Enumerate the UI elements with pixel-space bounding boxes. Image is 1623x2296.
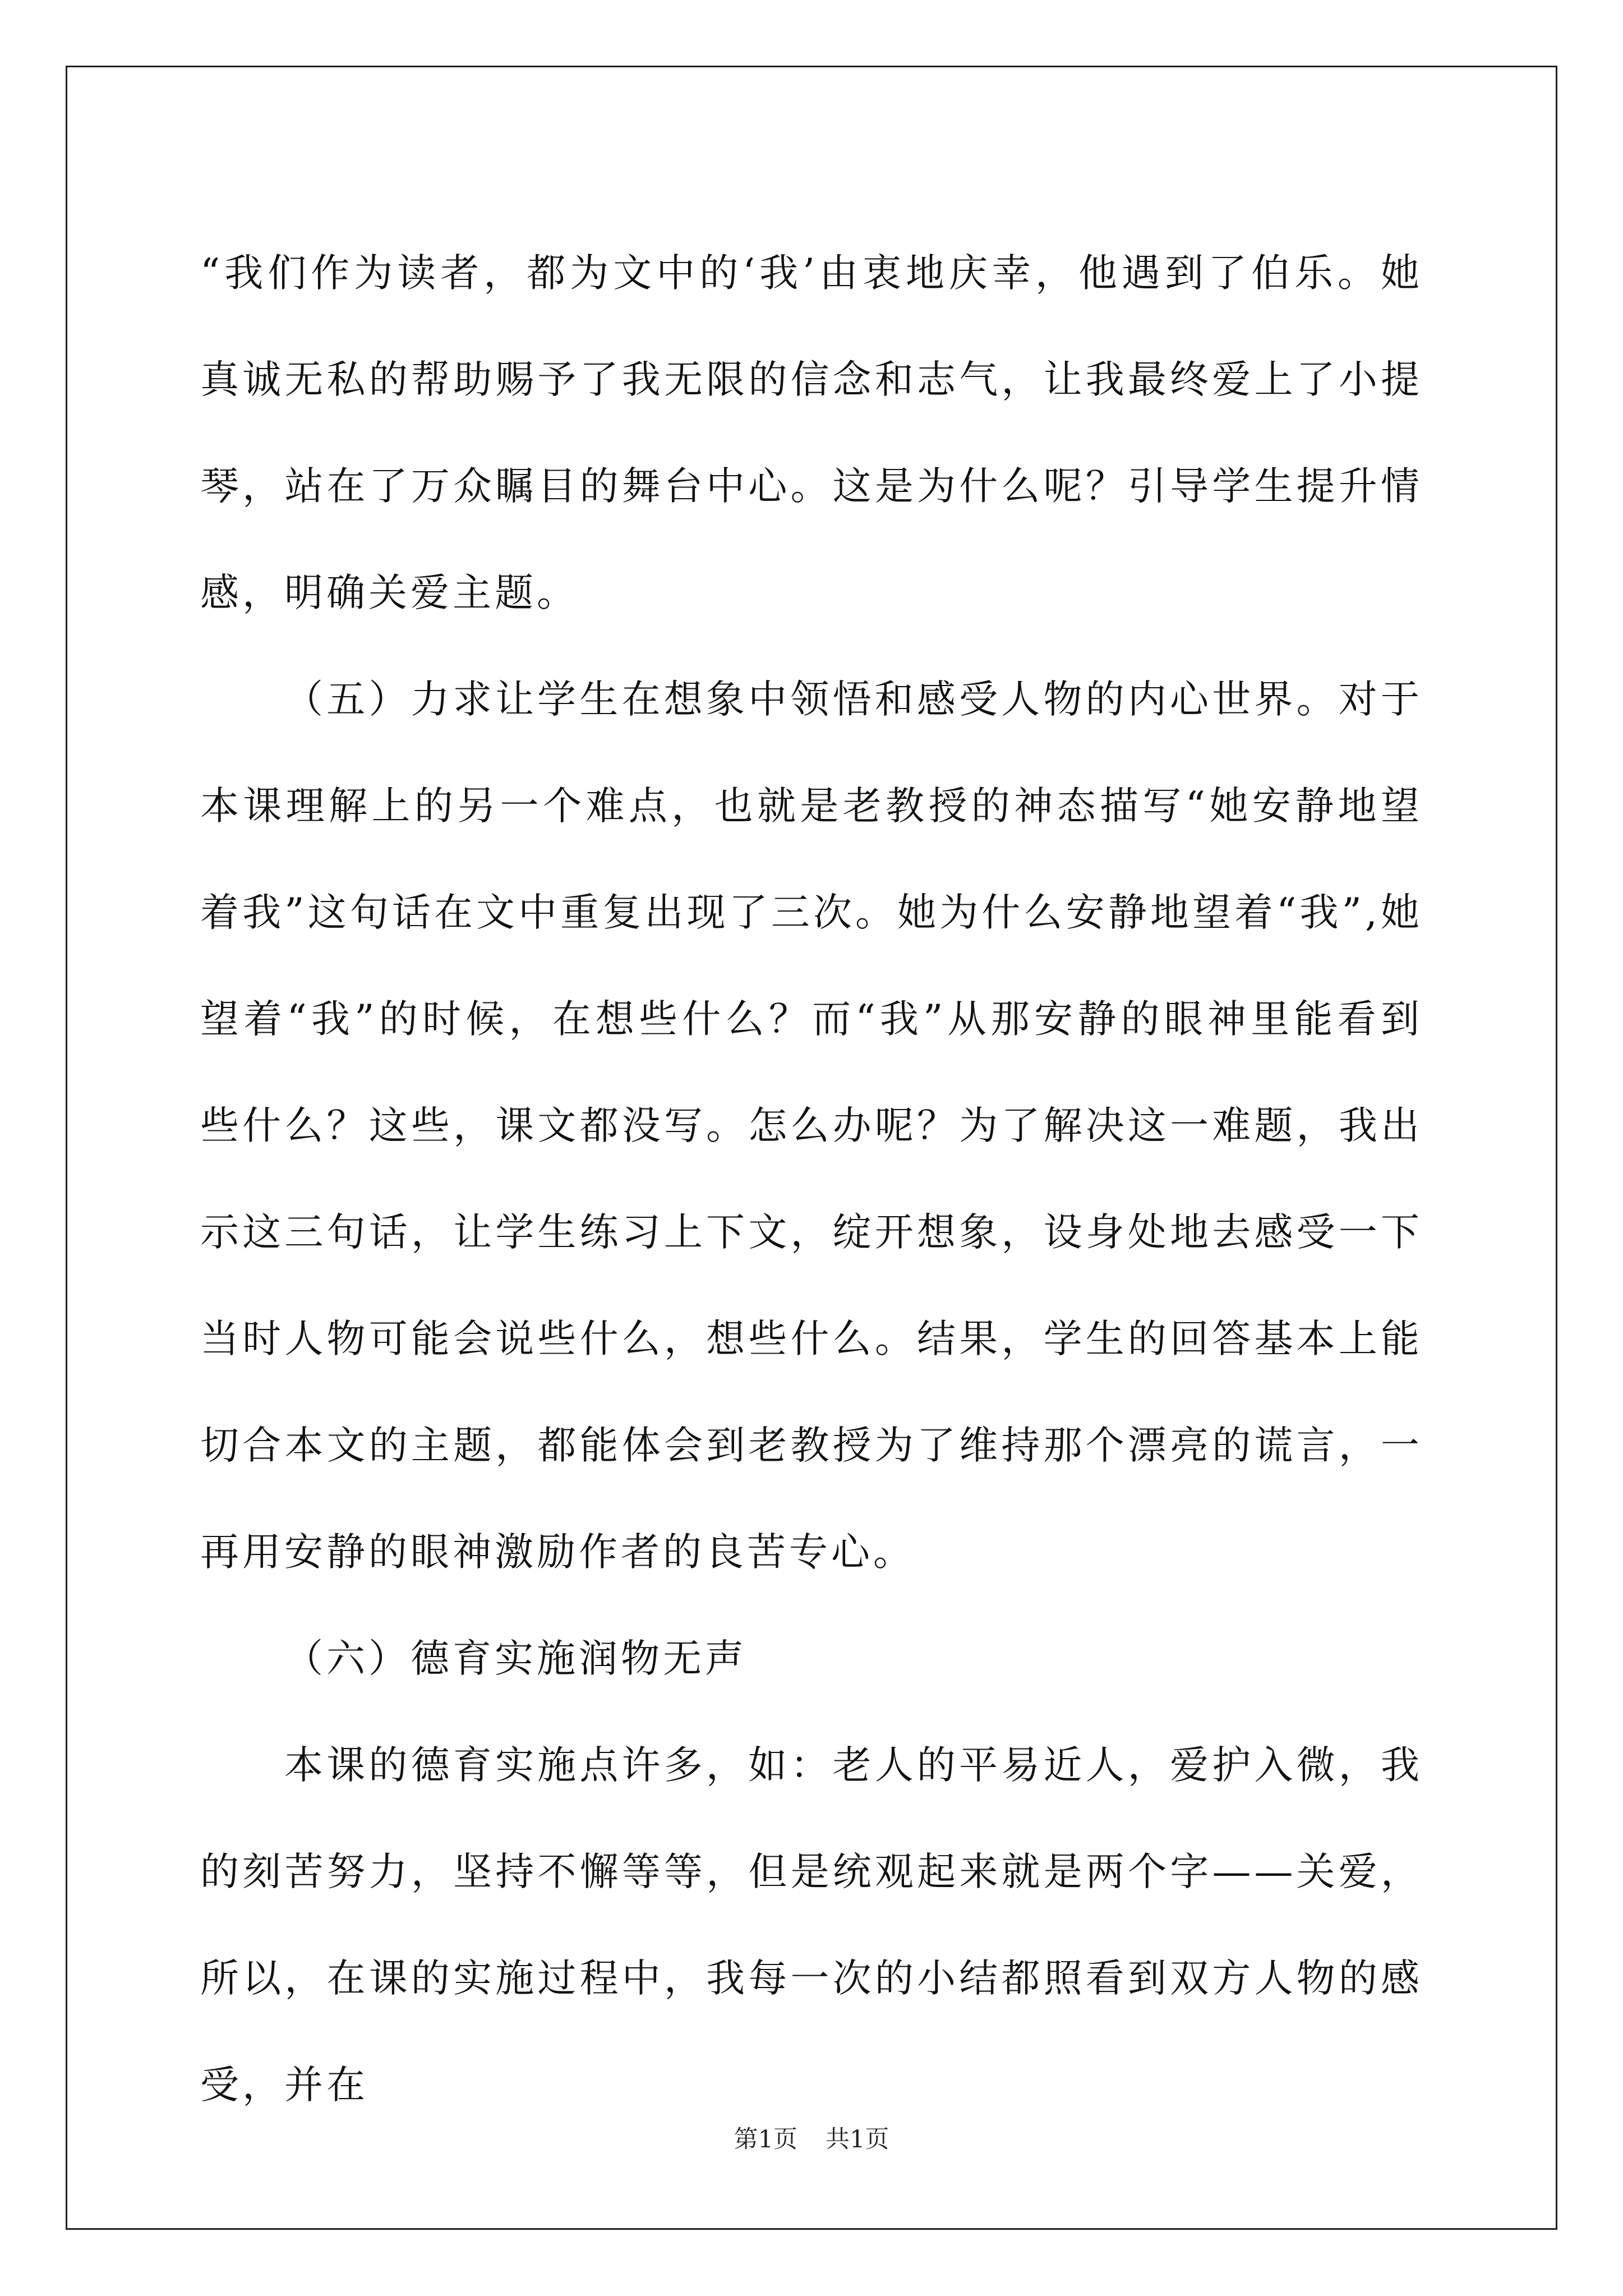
paragraph-2: （五）力求让学生在想象中领悟和感受人物的内心世界。对于本课理解上的另一个难点，也就是老教授的神态描写“她安静地望着我”这句话在文中重复出现了三次。她为什么安静地望着“我”,她望着“我”的时候，在想些什么？而“我”从那安静的眼神里能看到些什么？这些，课文都没写。怎么办呢？为了解决这一难题，我出示这三句话，让学生练习上下文，绽开想象，设身处地去感受一下当时人物可能会说些什么，想些什么。结果，学生的回答基本上能切合本文的主题，都能体会到老教授为了维持那个漂亮的谎言，一再用安静的眼神激励作者的良苦专心。 <box>200 677 1423 1575</box>
paragraph-3-heading: （六）德育实施润物无声 <box>284 1636 747 1681</box>
page-number: 第1页 <box>734 2125 797 2154</box>
page-total: 共1页 <box>826 2125 889 2154</box>
paragraph-4: 本课的德育实施点许多，如：老人的平易近人，爱护入微，我的刻苦努力，坚持不懈等等，但是统观起来就是两个字——关爱，所以，在课的实施过程中，我每一次的小结都照看到双方人物的感受，并在 <box>200 1743 1423 2108</box>
document-body <box>200 220 1423 2138</box>
page-footer <box>0 2120 1623 2155</box>
paragraph-1: “我们作为读者，都为文中的‘我’由衷地庆幸，他遇到了伯乐。她真诚无私的帮助赐予了我无限的信念和志气，让我最终爱上了小提琴，站在了万众瞩目的舞台中心。这是为什么呢？引导学生提升情感，明确关爱主题。 <box>200 251 1423 615</box>
